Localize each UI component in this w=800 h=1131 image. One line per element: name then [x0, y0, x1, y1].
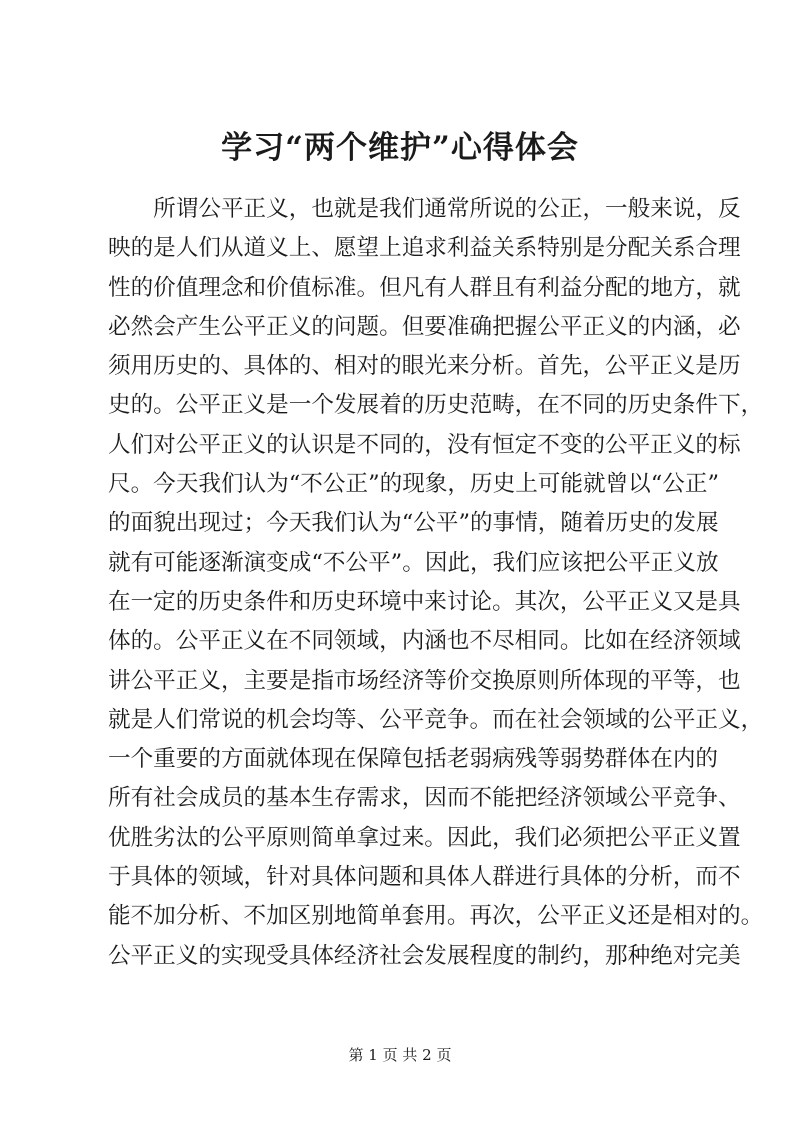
paragraph-line: 于具体的领域，针对具体问题和具体人群进行具体的分析，而不	[108, 864, 741, 891]
paragraph-line: 必然会产生公平正义的问题。但要准确把握公平正义的内涵，必	[108, 313, 741, 340]
page-footer: 第 1 页 共 2 页	[348, 1046, 452, 1064]
paragraph-line: 所谓公平正义，也就是我们通常所说的公正，一般来说，反	[108, 196, 741, 222]
paragraph-line: 公平正义的实现受具体经济社会发展程度的制约，那种绝对完美	[108, 942, 741, 969]
paragraph-line: 就是人们常说的机会均等、公平竞争。而在社会领域的公平正义，	[108, 706, 764, 733]
paragraph-line: 映的是人们从道义上、愿望上追求利益关系特别是分配关系合理	[108, 235, 741, 262]
paragraph-line: 人们对公平正义的认识是不同的，没有恒定不变的公平正义的标	[108, 431, 741, 458]
paragraph-line: 体的。公平正义在不同领域，内涵也不尽相同。比如在经济领域	[108, 628, 741, 655]
paragraph-line: 尺。今天我们认为“不公正”的现象，历史上可能就曾以“公正”	[108, 471, 720, 498]
paragraph-line: 优胜劣汰的公平原则简单拿过来。因此，我们必须把公平正义置	[108, 824, 741, 851]
paragraph-line: 性的价值理念和价值标准。但凡有人群且有利益分配的地方，就	[108, 274, 741, 301]
paragraph-line: 能不加分析、不加区别地简单套用。再次，公平正义还是相对的。	[108, 903, 764, 930]
document-title: 学习“两个维护”心得体会	[221, 130, 579, 166]
paragraph-line: 在一定的历史条件和历史环境中来讨论。其次，公平正义又是具	[108, 588, 741, 615]
paragraph-line: 须用历史的、具体的、相对的眼光来分析。首先，公平正义是历	[108, 353, 741, 380]
paragraph-line: 的面貌出现过；今天我们认为“公平”的事情，随着历史的发展	[108, 510, 719, 537]
paragraph-line: 一个重要的方面就体现在保障包括老弱病残等弱势群体在内的	[108, 746, 719, 773]
paragraph-line: 所有社会成员的基本生存需求，因而不能把经济领域公平竞争、	[108, 785, 741, 812]
paragraph-line: 讲公平正义，主要是指市场经济等价交换原则所体现的平等，也	[108, 667, 741, 694]
document-body	[108, 190, 764, 976]
paragraph-line: 史的。公平正义是一个发展着的历史范畴，在不同的历史条件下，	[108, 392, 764, 419]
paragraph-line: 就有可能逐渐演变成“不公平”。因此，我们应该把公平正义放	[108, 549, 719, 576]
